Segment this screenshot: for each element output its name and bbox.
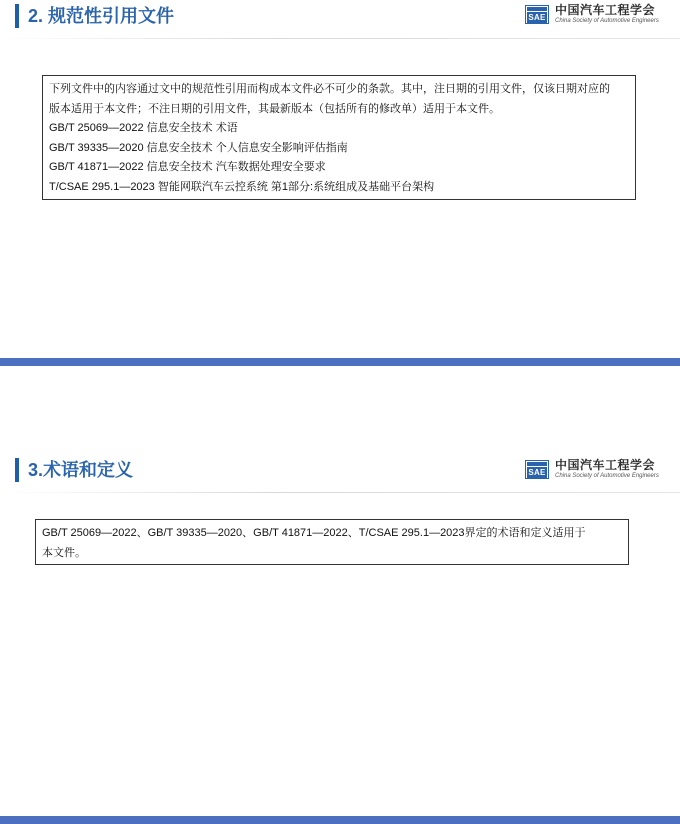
title-divider: [0, 492, 680, 493]
logo-name-cn: 中国汽车工程学会: [555, 458, 656, 472]
csae-logo: [525, 458, 665, 482]
logo-name-cn: 中国汽车工程学会: [555, 3, 656, 17]
text-line: 本文件。: [42, 546, 86, 559]
csae-logo: [525, 3, 665, 27]
slide-separator-band: [0, 358, 680, 366]
sae-logo-icon: SAE: [525, 5, 549, 24]
slide-normative-references: [0, 0, 680, 358]
text-line: GB/T 25069—2022、GB/T 39335—2020、GB/T 41871—2022、T/CSAE 295.1—2023界定的术语和定义适用于: [42, 527, 586, 539]
title-accent-bar: [15, 4, 19, 28]
slide-terms-definitions: [0, 366, 680, 816]
sae-logo-icon: SAE: [525, 460, 549, 479]
title-divider: [0, 38, 680, 39]
reference-item: GB/T 41871—2022 信息安全技术 汽车数据处理安全要求: [49, 161, 326, 173]
references-text-box: [42, 75, 636, 200]
slide-separator-band: [0, 816, 680, 824]
page-title: 3.术语和定义: [28, 460, 134, 480]
page-title: 2. 规范性引用文件: [28, 6, 175, 26]
title-accent-bar: [15, 458, 19, 482]
reference-item: GB/T 39335—2020 信息安全技术 个人信息安全影响评估指南: [49, 141, 348, 154]
terms-text-box: [35, 519, 629, 565]
text-line: 下列文件中的内容通过文中的规范性引用而构成本文件必不可少的条款。其中，注日期的引用文件，仅该日期对应的: [49, 83, 610, 95]
reference-item: T/CSAE 295.1—2023 智能网联汽车云控系统 第1部分:系统组成及基础平台架构: [49, 180, 435, 193]
logo-name-en: China Society of Automotive Engineers: [555, 473, 659, 479]
reference-item: GB/T 25069—2022 信息安全技术 术语: [49, 122, 238, 134]
text-line: 版本适用于本文件；不注日期的引用文件，其最新版本（包括所有的修改单）适用于本文件。: [49, 102, 500, 115]
logo-name-en: China Society of Automotive Engineers: [555, 18, 659, 24]
